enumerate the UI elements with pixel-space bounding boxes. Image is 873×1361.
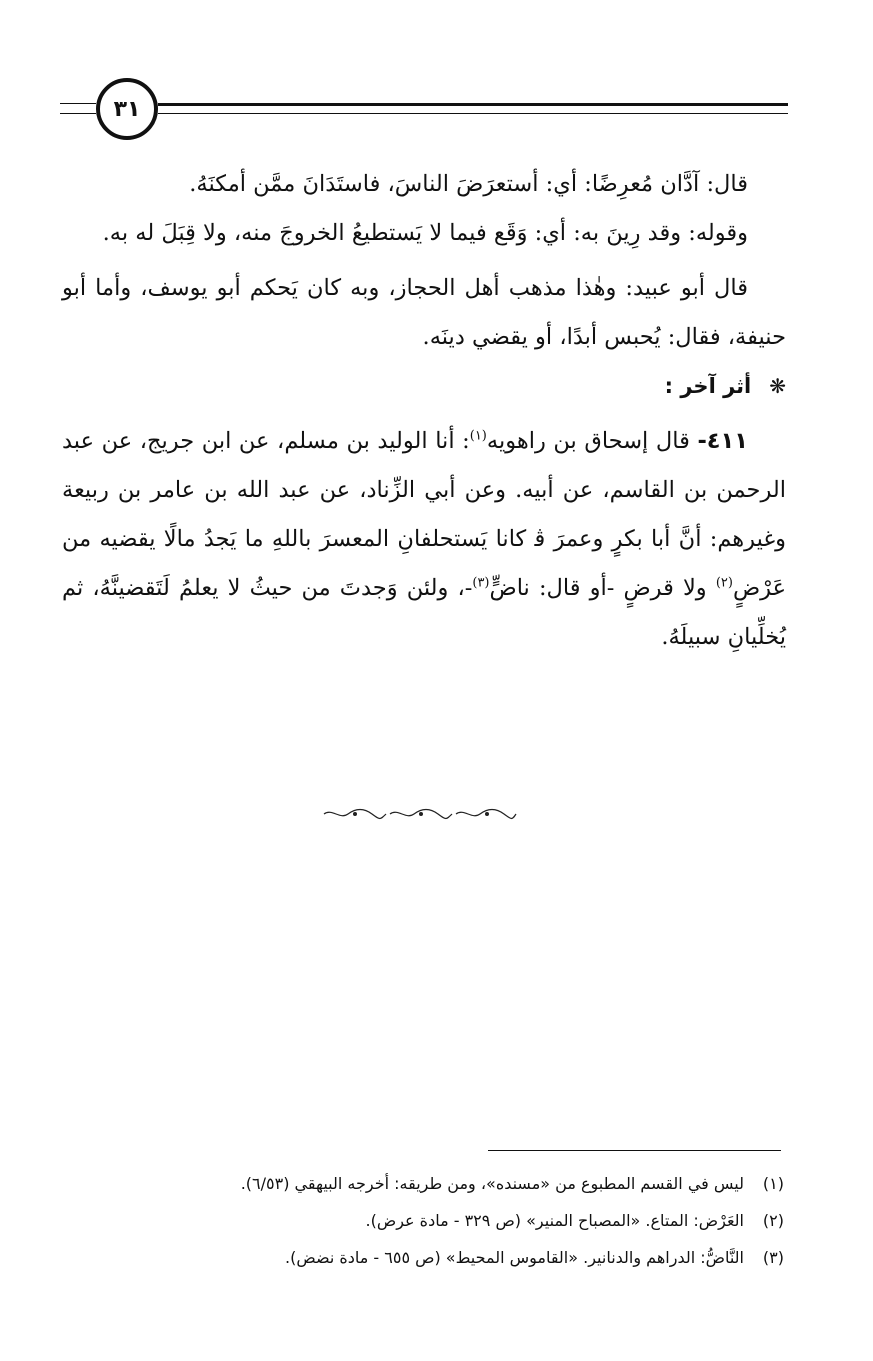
footnote-ref-1[interactable]: (١) [469,428,487,444]
ornament-divider-icon [320,804,520,824]
footnote-1 [62,1165,784,1202]
footnote-number: (٢) [762,1211,784,1230]
hadith-number: ٤١١- [697,428,748,454]
paragraph-411-part-d: -، ولئن وَجدتَ من حيثُ لا يعلمُ لَتَقضينَّهُ، ثم يُخلِّيانِ سبيلَهُ. [62,575,786,650]
main-text [62,160,786,662]
footnote-text: النَّاضُّ: الدراهم والدنانير. «القاموس المحيط» (ص ٦٥٥ - مادة نضض). [285,1248,744,1267]
star-icon: ❋ [769,374,786,398]
paragraph-411-part-a: قال إسحاق بن راهويه [486,428,690,454]
footnote-3 [62,1239,784,1276]
footnotes [62,1165,784,1276]
header-rule-right-2 [158,113,788,114]
paragraph-411-part-b: : أنا الوليد بن مسلم، عن ابن جريج، عن عبد الرحمن بن القاسم، عن أبيه. وعن أبي الزِّناد، عن عبد الله بن عامر بن ربيعة وغيرهم: أنَّ أبا بكرٍ وعمرَ ﭬ كانا يَستحلفانِ المعسرَ باللهِ ما يَجدُ مالًا يقضيه من عَرْضٍ [62,428,787,601]
header-rule-left [60,103,96,104]
page-number: ٣١ [96,78,158,140]
header-rule-right [158,103,788,106]
paragraph-2: وقوله: وقد رِينَ به: أي: وَقَع فيما لا يَستطيعُ الخروجَ منه، ولا قِبَلَ له به. [102,220,748,246]
paragraph-411 [62,417,786,662]
footnote-text: العَرْض: المتاع. «المصباح المنير» (ص ٣٢٩ - مادة عرض). [365,1211,744,1230]
footnote-separator [488,1150,781,1151]
paragraph-411-part-c: ولا قرضٍ -أو قال: ناضٍّ [489,575,707,601]
footnote-2 [62,1202,784,1239]
section-heading-text: أثر آخر : [664,374,752,398]
page-header [60,76,788,146]
header-rule-left-2 [60,113,96,114]
footnote-ref-3[interactable]: (٣) [472,575,490,591]
paragraph-1: قال: آدَّان مُعرِضًا: أي: أستعرَضَ الناسَ، فاستَدَانَ ممَّن أمكنَهُ. [189,171,748,197]
paragraph-3: قال أبو عبيد: وهٰذا مذهب أهل الحجاز، وبه كان يَحكم أبو يوسف، وأما أبو حنيفة، فقال: يُحبس أبدًا، أو يقضي دينَه. [62,275,786,350]
footnote-text: ليس في القسم المطبوع من «مسنده»، ومن طريقه: أخرجه البيهقي (٦/٥٣). [240,1174,744,1193]
section-heading [62,362,786,411]
footnote-ref-2[interactable]: (٢) [715,575,733,591]
footnote-number: (٣) [762,1248,784,1267]
footnote-number: (١) [762,1174,784,1193]
